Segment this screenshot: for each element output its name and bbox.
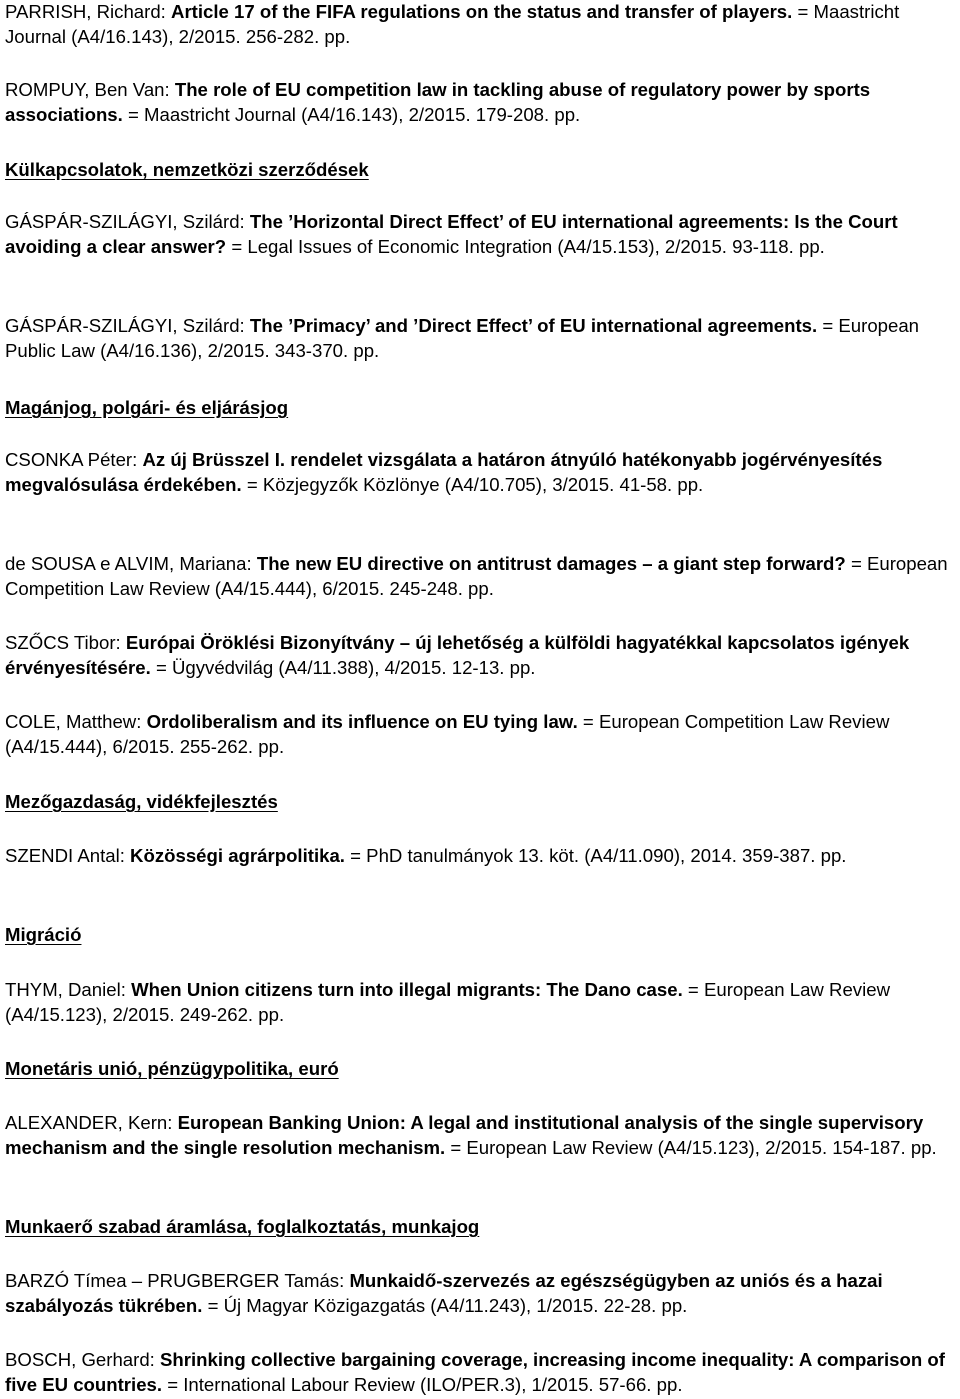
entry-title: The ’Primacy’ and ’Direct Effect’ of EU international agreements. (249, 315, 818, 336)
entry-source: = European Law Review (A4/15.123), 2/2015. 154-187. pp. (450, 1136, 937, 1158)
entry-author: PARRISH, Richard: (5, 1, 166, 22)
entry-title: Ordoliberalism and its influence on EU tying law. (146, 711, 578, 732)
bib-entry (5, 710, 954, 759)
entry-source: = International Labour Review (ILO/PER.3), 1/2015. 57-66. pp. (167, 1373, 683, 1395)
entry-author: THYM, Daniel: (5, 979, 126, 1000)
entry-title: Az új Brüsszel I. rendelet vizsgálata a határon átnyúló hatékonyabb jogérvényesítés megvalósulása érdekében. (5, 449, 883, 495)
bib-entry (5, 0, 954, 49)
entry-author: de SOUSA e ALVIM, Mariana: (5, 553, 252, 574)
entry-source: = PhD tanulmányok 13. köt. (A4/11.090), 2014. 359-387. pp. (350, 845, 847, 866)
entry-author: ROMPUY, Ben Van: (5, 79, 170, 100)
entry-source: = Maastricht Journal (A4/16.143), 2/2015. 256-282. pp. (5, 1, 900, 47)
entry-author: BARZÓ Tímea – PRUGBERGER Tamás: (5, 1270, 345, 1291)
bib-entry (5, 844, 954, 869)
section-heading: Mezőgazdaság, vidékfejlesztés (5, 791, 278, 812)
entry-source: = Új Magyar Közigazgatás (A4/11.243), 1/2015. 22-28. pp. (207, 1294, 688, 1316)
entry-title: Munkaidő-szervezés az egészségügyben az uniós és a hazai szabályozás tükrében. (5, 1270, 883, 1316)
bib-entry (5, 978, 954, 1027)
entry-title: Shrinking collective bargaining coverage, increasing income inequality: A comparison of five EU countries. (5, 1349, 945, 1395)
entry-author: COLE, Matthew: (5, 711, 142, 732)
entry-title: When Union citizens turn into illegal migrants: The Dano case. (131, 979, 683, 1000)
entry-author: ALEXANDER, Kern: (5, 1112, 173, 1133)
section-heading: Külkapcsolatok, nemzetközi szerződések (5, 159, 369, 180)
entry-title: European Banking Union: A legal and institutional analysis of the single supervisory mechanism and the single resolution mechanism. (5, 1112, 924, 1158)
section-heading: Magánjog, polgári- és eljárásjog (5, 397, 289, 418)
entry-source: = Ügyvédvilág (A4/11.388), 4/2015. 12-13. pp. (155, 656, 536, 678)
entry-title: The role of EU competition law in tackling abuse of regulatory power by sports associations. (5, 79, 871, 125)
entry-title: The new EU directive on antitrust damages – a giant step forward? (256, 553, 846, 574)
entry-title: Európai Öröklési Bizonyítvány – új lehetőség a külföldi hagyatékkal kapcsolatos igények érvényesítésére. (5, 632, 910, 678)
entry-title: The ’Horizontal Direct Effect’ of EU international agreements: Is the Court avoiding a clear answer? (5, 211, 898, 257)
entry-title: Közösségi agrárpolitika. (130, 845, 345, 866)
section-heading: Monetáris unió, pénzügypolitika, euró (5, 1058, 339, 1079)
section-heading: Munkaerő szabad áramlása, foglalkoztatás, munkajog (5, 1216, 480, 1237)
entry-title: Article 17 of the FIFA regulations on the status and transfer of players. (171, 1, 793, 22)
entry-author: GÁSPÁR-SZILÁGYI, Szilárd: (5, 211, 245, 232)
entry-source: = Maastricht Journal (A4/16.143), 2/2015. 179-208. pp. (127, 103, 581, 125)
entry-source: = European Public Law (A4/16.136), 2/2015. 343-370. pp. (5, 315, 920, 361)
bib-entry (5, 314, 954, 363)
bib-entry (5, 1111, 954, 1160)
bib-entry (5, 1348, 954, 1397)
bib-entry (5, 78, 954, 127)
bib-entry (5, 552, 954, 601)
bib-entry (5, 631, 954, 680)
bib-entry (5, 448, 954, 497)
entry-source: = European Competition Law Review (A4/15.444), 6/2015. 245-248. pp. (5, 553, 948, 599)
entry-author: CSONKA Péter: (5, 449, 138, 470)
entry-author: SZENDI Antal: (5, 845, 125, 866)
entry-source: = Közjegyzők Közlönye (A4/10.705), 3/2015. 41-58. pp. (246, 473, 704, 495)
bib-entry (5, 1269, 954, 1318)
entry-source: = European Law Review (A4/15.123), 2/2015. 249-262. pp. (5, 979, 890, 1025)
bib-entry (5, 210, 954, 259)
entry-source: = Legal Issues of Economic Integration (A4/15.153), 2/2015. 93-118. pp. (231, 235, 825, 257)
entry-author: BOSCH, Gerhard: (5, 1349, 155, 1370)
entry-author: SZŐCS Tibor: (5, 632, 121, 653)
section-heading: Migráció (5, 924, 82, 945)
entry-author: GÁSPÁR-SZILÁGYI, Szilárd: (5, 315, 245, 336)
entry-source: = European Competition Law Review (A4/15.444), 6/2015. 255-262. pp. (5, 711, 890, 757)
